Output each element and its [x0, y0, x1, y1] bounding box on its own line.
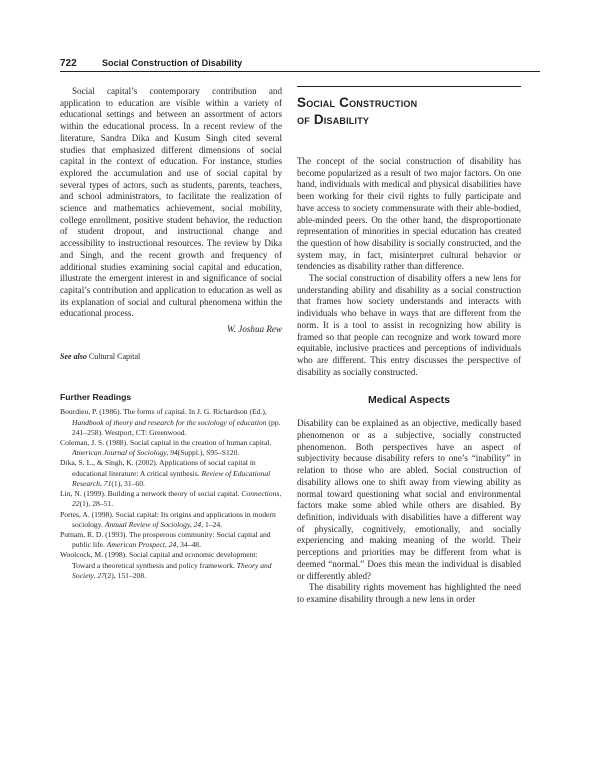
medical-aspects-section [297, 418, 521, 605]
see-also-label: See also [60, 351, 87, 361]
body-paragraph: Social capital’s contemporary contribution and application to education are visible within a variety of educational settings and between an assortment of actors within the educational process. In a recent review of the literature, Sandra Dika and Kusum Singh cited several studies that emphasized different dimensions of social capital in the context of education. For instance, studies explored the accumulation and use of social capital by several types of actors, such as students, parents, teachers, and school administrators, to facilitate the realization of science and mathematics achievement, social mobility, college enrollment, positive student behavior, the reduction of student dropout, and instructional change and accessibility to instructional resources. The review by Dika and Singh, and the recent growth and frequency of additional studies examining social capital and education, illustrate the emergent interest in and significance of social capital’s contribution and application to education as well as its explanation of social and cultural phenomena within the educational process. [60, 86, 282, 319]
reference-item: Coleman, J. S. (1988). Social capital in the creation of human capital. American Journal of Sociology, 94(Suppl.), S95–S120. [60, 438, 272, 458]
see-also [60, 351, 282, 363]
right-column [297, 86, 521, 606]
reference-item: Bourdieu, P. (1986). The forms of capital. In J. G. Richardson (Ed.), Handbook of theory and research for the sociology of education (pp. 241–258). Westport, CT: Greenwood. [60, 407, 281, 437]
body-paragraph: Disability can be explained as an objective, medically based phenomenon or as a subjective, socially constructed phenomenon. Both perspectives have an aspect of subjectivity because disability refers to one’s “inability” in relation to those who are abled. Social construction of disability allows one to shift away from viewing ability as normal toward questioning what social and environmental factors make some abled while others are disabled. By definition, individuals with disabilities have a different way of physically, cognitively, emotionally, and socially experiencing and making meaning of the world. Their perceptions and priorities may be different from what is deemed “normal.” Does this mean the individual is disabled or differently abled? [297, 418, 521, 581]
entry-title-line-1: Social Construction [297, 95, 418, 110]
further-readings-heading: Further Readings [60, 392, 132, 403]
intro-section [297, 156, 521, 378]
reference-item: Lin, N. (1999). Building a network theory of social capital. Connections, 22(1), 28–51. [60, 489, 282, 509]
section-subheading: Medical Aspects [368, 394, 450, 407]
reference-item: Portes, A. (1998). Social capital: Its origins and applications in modern sociology. Annual Review of Sociology, 24, 1–24. [60, 509, 276, 529]
reference-item: Woolcock, M. (1998). Social capital and economic development: Toward a theoretical synthesis and policy framework. Theory and Society, 27(2), 151–208. [60, 550, 272, 580]
entry-title [297, 86, 521, 134]
left-column [60, 86, 282, 581]
reference-item: Putnam, R. D. (1993). The prosperous community: Social capital and public life. American Prospect, 24, 34–48. [60, 529, 271, 550]
body-paragraph: The concept of the social construction of disability has become popularized as a result of two major factors. On one hand, individuals with medical and physical disabilities have been working for their civil rights to fully participate and have access to society commensurate with their able-bodied, able-minded peers. On the other hand, the disproportionate representation of minorities in special education has created the question of how disability is socially constructed, and the system may, in fact, misinterpret cultural behavior or tendencies as disability rather than difference. [297, 156, 521, 272]
running-title: Social Construction of Disability [102, 58, 243, 68]
page-number: 722 [60, 58, 77, 69]
body-paragraph: The social construction of disability offers a new lens for understanding ability and disability as a social construction that frames how society understands and interacts with individuals who behave in ways that are different from the norm. It is a tool to assist in recognizing how ability is framed so that people can recognize and work toward more equitable, inclusive practices and perceptions of individuals who are different. This entry discusses the perspective of disability as socially constructed. [297, 273, 521, 377]
header-rule [60, 71, 540, 72]
author-signature: W. Joshua Rew [227, 324, 282, 335]
body-paragraph: The disability rights movement has highlighted the need to examine disability through a new lens in order [297, 582, 521, 604]
entry-title-line-2: of Disability [297, 112, 370, 127]
see-also-link[interactable]: Cultural Capital [88, 351, 141, 361]
reference-list [60, 407, 282, 580]
page-header [60, 58, 540, 70]
reference-item: Dika, S. L., & Singh, K. (2002). Applications of social capital in educational literature: A critical synthesis. Review of Educational Research, 71(1), 31–60. [60, 458, 271, 488]
